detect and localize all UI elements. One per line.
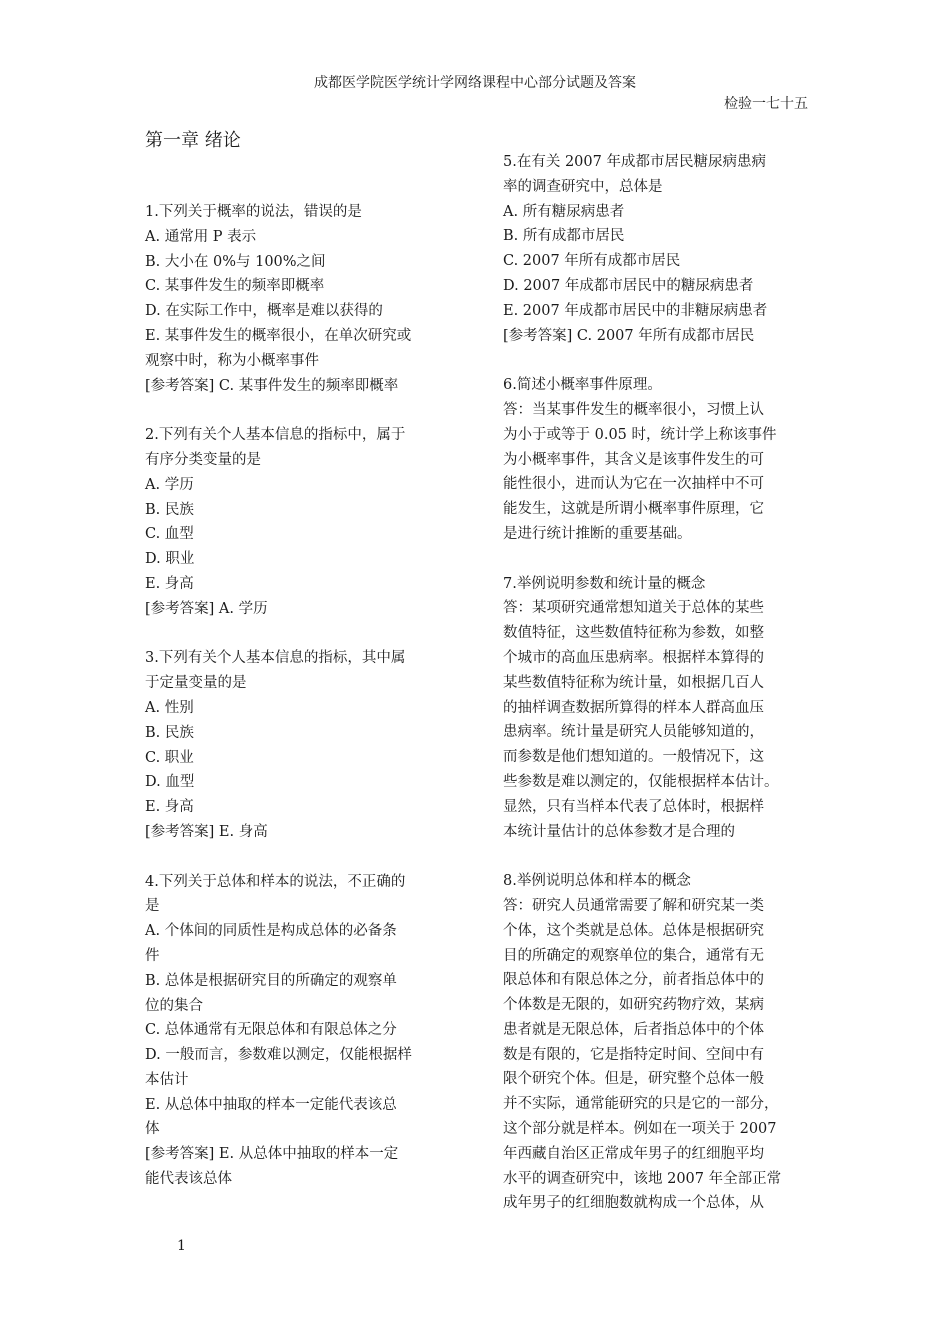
text-line: D. 2007 年成都市居民中的糖尿病患者: [503, 277, 754, 294]
text-line: 的抽样调查数据所算得的样本人群高血压: [503, 699, 764, 716]
text-line: C. 职业: [145, 749, 194, 766]
question-block: [503, 572, 808, 845]
text-line: 能性很小，进而认为它在一次抽样中不可: [503, 476, 764, 493]
text-line: 体: [145, 1121, 160, 1138]
text-line: A. 学历: [145, 476, 194, 493]
text-line: 水平的调查研究中，该地 2007 年全部正常: [503, 1170, 782, 1187]
text-line: 答：当某事件发生的概率很小，习惯上认: [503, 401, 764, 418]
text-line: E. 2007 年成都市居民中的非糖尿病患者: [503, 302, 768, 319]
text-line: [参考答案] A. 学历: [145, 600, 268, 617]
document-subtitle: 检验一七十五: [724, 96, 808, 112]
question-block: [503, 869, 808, 1216]
text-line: A. 所有糖尿病患者: [503, 203, 625, 220]
text-line: 答：某项研究通常想知道关于总体的某些: [503, 600, 764, 617]
text-line: D. 一般而言，参数难以测定，仅能根据样: [145, 1047, 412, 1064]
text-line: 4.下列关于总体和样本的说法，不正确的: [145, 873, 406, 890]
paragraph-gap: [503, 844, 808, 869]
chapter-heading: 第一章 绪论: [145, 130, 241, 151]
text-line: E. 身高: [145, 575, 194, 592]
text-line: 这个部分就是样本。例如在一项关于 2007: [503, 1121, 777, 1138]
text-line: 5.在有关 2007 年成都市居民糖尿病患病: [503, 154, 766, 170]
paragraph-gap: [145, 845, 450, 870]
paragraph-gap: [145, 398, 450, 423]
text-line: 位的集合: [145, 997, 203, 1014]
text-line: [参考答案] E. 身高: [145, 823, 268, 840]
text-line: 数是有限的，它是指特定时间、空间中有: [503, 1046, 764, 1063]
text-line: E. 从总体中抽取的样本一定能代表该总: [145, 1096, 397, 1113]
text-line: 为小概率事件，其含义是该事件发生的可: [503, 451, 764, 468]
text-line: D. 血型: [145, 774, 195, 791]
text-line: 年西藏自治区正常成年男子的红细胞平均: [503, 1145, 764, 1162]
text-line: 个体数是无限的，如研究药物疗效，某病: [503, 997, 764, 1014]
text-line: B. 民族: [145, 501, 194, 518]
text-line: 本估计: [145, 1071, 189, 1088]
text-line: 能发生，这就是所谓小概率事件原理，它: [503, 501, 764, 518]
text-line: 本统计量估计的总体参数才是合理的: [503, 823, 735, 840]
text-line: 成年男子的红细胞数就构成一个总体，从: [503, 1195, 764, 1212]
text-line: B. 大小在 0%与 100%之间: [145, 253, 326, 270]
text-line: C. 总体通常有无限总体和有限总体之分: [145, 1022, 397, 1039]
text-line: 是: [145, 898, 160, 915]
text-line: 个体，这个类就是总体。总体是根据研究: [503, 922, 764, 939]
text-line: [参考答案] C. 2007 年所有成都市居民: [503, 327, 755, 344]
text-line: A. 个体间的同质性是构成总体的必备条: [145, 923, 397, 940]
text-line: 限个研究个体。但是，研究整个总体一般: [503, 1071, 764, 1088]
question-block: [503, 373, 808, 547]
text-line: D. 职业: [145, 551, 195, 568]
question-block: [503, 150, 808, 348]
text-line: E. 某事件发生的概率很小，在单次研究或: [145, 327, 412, 344]
text-line: 数值特征，这些数值特征称为参数，如整: [503, 625, 764, 642]
text-line: 患病率。统计量是研究人员能够知道的，: [503, 724, 764, 741]
text-line: 6.简述小概率事件原理。: [503, 377, 662, 394]
text-line: 有序分类变量的是: [145, 451, 261, 468]
text-line: B. 所有成都市居民: [503, 228, 625, 245]
paragraph-gap: [503, 348, 808, 373]
text-line: 某些数值特征称为统计量，如根据几百人: [503, 674, 764, 691]
text-line: 显然，只有当样本代表了总体时，根据样: [503, 798, 764, 815]
text-line: E. 身高: [145, 799, 194, 816]
text-line: A. 性别: [145, 699, 194, 716]
right-column: [503, 150, 808, 1216]
paragraph-gap: [503, 547, 808, 572]
text-line: 是进行统计推断的重要基础。: [503, 525, 692, 542]
question-block: [145, 423, 450, 621]
text-line: 2.下列有关个人基本信息的指标中，属于: [145, 427, 406, 444]
text-line: 个城市的高血压患病率。根据样本算得的: [503, 649, 764, 666]
text-line: B. 总体是根据研究目的所确定的观察单: [145, 972, 397, 989]
text-line: 些参数是难以测定的，仅能根据样本估计。: [503, 773, 779, 790]
text-line: C. 某事件发生的频率即概率: [145, 278, 325, 295]
text-line: 并不实际，通常能研究的只是它的一部分，: [503, 1096, 779, 1113]
text-line: 7.举例说明参数和统计量的概念: [503, 575, 706, 592]
text-line: D. 在实际工作中，概率是难以获得的: [145, 303, 383, 320]
text-line: 率的调查研究中，总体是: [503, 178, 663, 195]
paragraph-gap: [145, 622, 450, 647]
question-block: [145, 870, 450, 1192]
text-line: [参考答案] E. 从总体中抽取的样本一定: [145, 1146, 399, 1163]
text-line: 限总体和有限总体之分，前者指总体中的: [503, 972, 764, 989]
text-line: 而参数是他们想知道的。一般情况下，这: [503, 749, 764, 766]
page-number: 1: [177, 1238, 186, 1254]
text-line: 目的所确定的观察单位的集合，通常有无: [503, 947, 764, 964]
text-line: A. 通常用 P 表示: [145, 228, 257, 245]
text-line: 为小于或等于 0.05 时，统计学上称该事件: [503, 426, 777, 443]
text-line: C. 2007 年所有成都市居民: [503, 253, 681, 270]
document-title: 成都医学院医学统计学网络课程中心部分试题及答案: [314, 75, 636, 91]
text-line: 8.举例说明总体和样本的概念: [503, 873, 691, 890]
question-block: [145, 646, 450, 844]
text-line: 3.下列有关个人基本信息的指标，其中属: [145, 650, 406, 667]
text-line: 于定量变量的是: [145, 675, 247, 692]
text-line: B. 民族: [145, 724, 194, 741]
text-line: C. 血型: [145, 526, 194, 543]
text-line: 1.下列关于概率的说法，错误的是: [145, 204, 362, 220]
text-line: 答：研究人员通常需要了解和研究某一类: [503, 897, 764, 914]
left-column: [145, 200, 450, 1192]
text-line: 患者就是无限总体，后者指总体中的个体: [503, 1021, 764, 1038]
text-line: 件: [145, 947, 160, 964]
text-line: 能代表该总体: [145, 1171, 232, 1188]
text-line: 观察中时，称为小概率事件: [145, 352, 319, 369]
question-block: [145, 200, 450, 398]
text-line: [参考答案] C. 某事件发生的频率即概率: [145, 377, 399, 394]
